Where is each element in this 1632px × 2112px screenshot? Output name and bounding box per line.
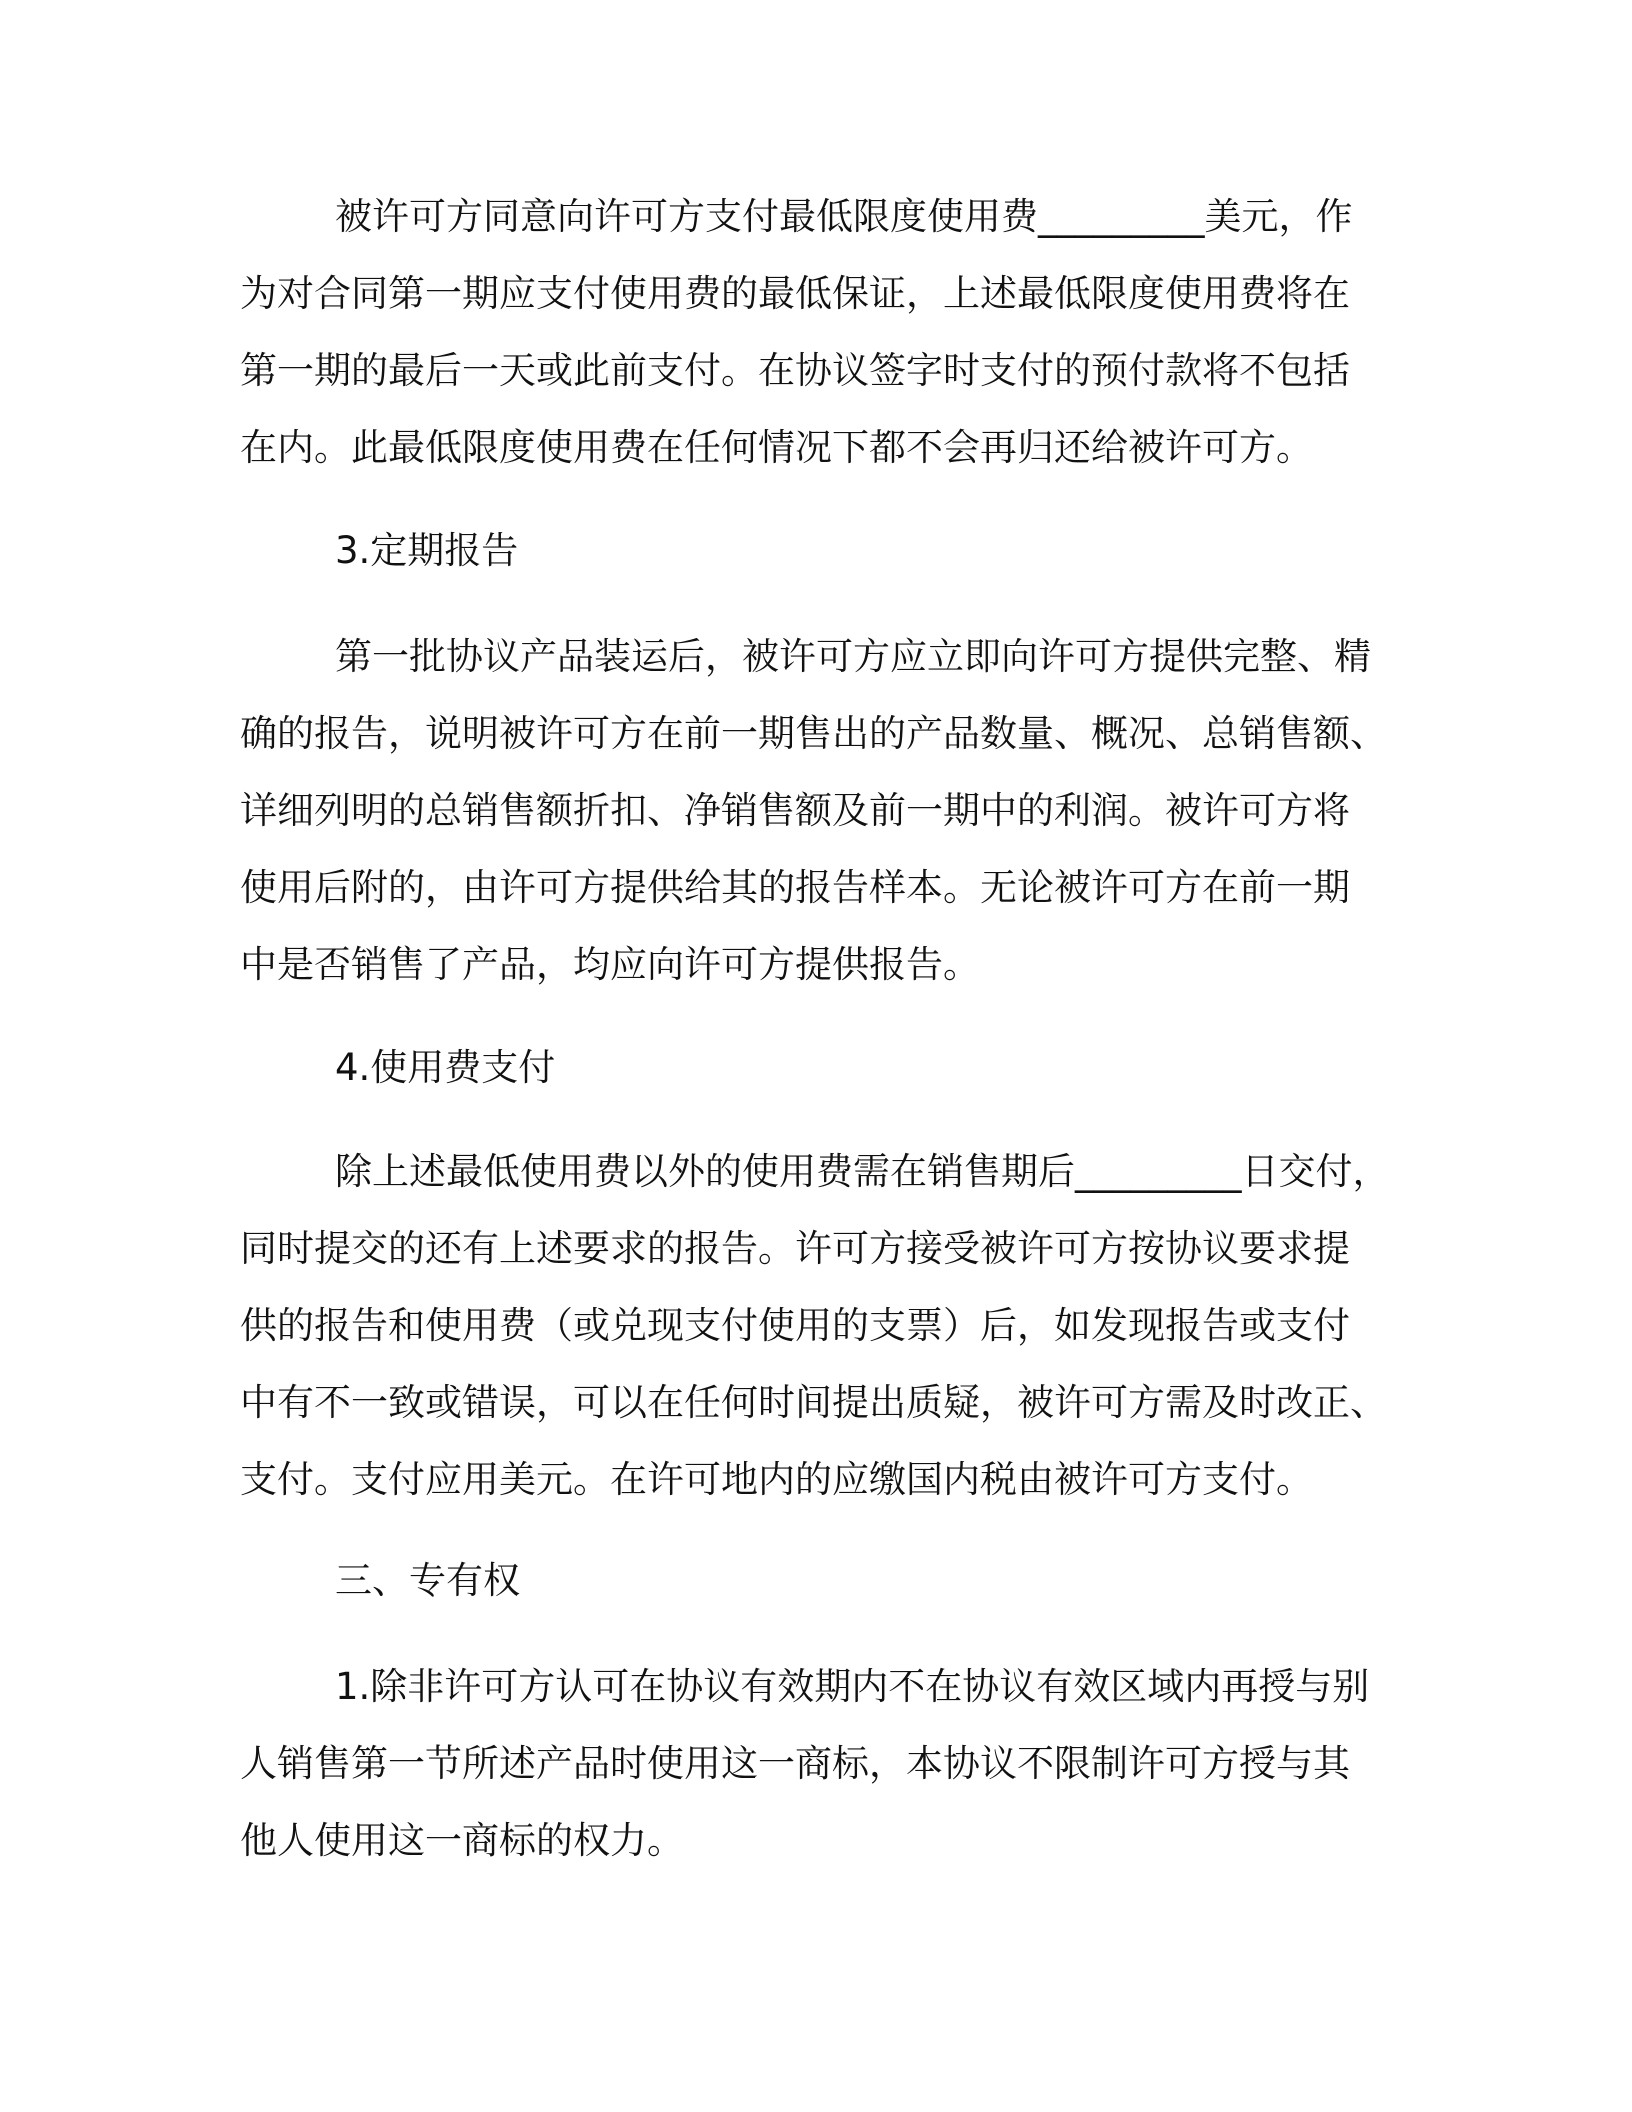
paragraph-line: 为对合同第一期应支付使用费的最低保证，上述最低限度使用费将在 bbox=[240, 272, 1350, 315]
paragraph-line: 除上述最低使用费以外的使用费需在销售期后_________日交付， bbox=[335, 1150, 1390, 1193]
paragraph-line: 第一期的最后一天或此前支付。在协议签字时支付的预付款将不包括 bbox=[240, 349, 1350, 392]
heading-royalty-payment bbox=[240, 1029, 1400, 1106]
paragraph-line: 供的报告和使用费（或兑现支付使用的支票）后，如发现报告或支付 bbox=[240, 1304, 1350, 1347]
section-heading: 4.使用费支付 bbox=[335, 1046, 556, 1089]
paragraph-line: 1.除非许可方认可在协议有效期内不在协议有效区域内再授与别 bbox=[335, 1665, 1370, 1708]
paragraph-line: 第一批协议产品装运后，被许可方应立即向许可方提供完整、精 bbox=[335, 635, 1371, 678]
paragraph-line: 他人使用这一商标的权力。 bbox=[240, 1819, 684, 1862]
paragraph-periodic-report bbox=[240, 618, 1400, 1003]
paragraph-line: 详细列明的总销售额折扣、净销售额及前一期中的利润。被许可方将 bbox=[240, 789, 1350, 832]
paragraph-minimum-royalty bbox=[240, 178, 1400, 486]
paragraph-line: 中有不一致或错误，可以在任何时间提出质疑，被许可方需及时改正、 bbox=[240, 1381, 1387, 1424]
paragraph-line: 人销售第一节所述产品时使用这一商标，本协议不限制许可方授与其 bbox=[240, 1742, 1350, 1785]
paragraph-line: 同时提交的还有上述要求的报告。许可方接受被许可方按协议要求提 bbox=[240, 1227, 1350, 1270]
heading-exclusive-rights bbox=[240, 1542, 1400, 1619]
paragraph-line: 中是否销售了产品，均应向许可方提供报告。 bbox=[240, 943, 980, 986]
paragraph-exclusive-rights bbox=[240, 1648, 1400, 1879]
paragraph-line: 确的报告，说明被许可方在前一期售出的产品数量、概况、总销售额、 bbox=[240, 712, 1387, 755]
paragraph-line: 在内。此最低限度使用费在任何情况下都不会再归还给被许可方。 bbox=[240, 426, 1313, 469]
paragraph-line: 被许可方同意向许可方支付最低限度使用费_________美元，作 bbox=[335, 195, 1353, 238]
section-heading: 3.定期报告 bbox=[335, 529, 519, 572]
paragraph-line: 支付。支付应用美元。在许可地内的应缴国内税由被许可方支付。 bbox=[240, 1458, 1313, 1501]
heading-periodic-report bbox=[240, 512, 1400, 589]
paragraph-royalty-payment bbox=[240, 1133, 1400, 1518]
paragraph-line: 使用后附的，由许可方提供给其的报告样本。无论被许可方在前一期 bbox=[240, 866, 1350, 909]
section-heading: 三、专有权 bbox=[335, 1559, 520, 1602]
